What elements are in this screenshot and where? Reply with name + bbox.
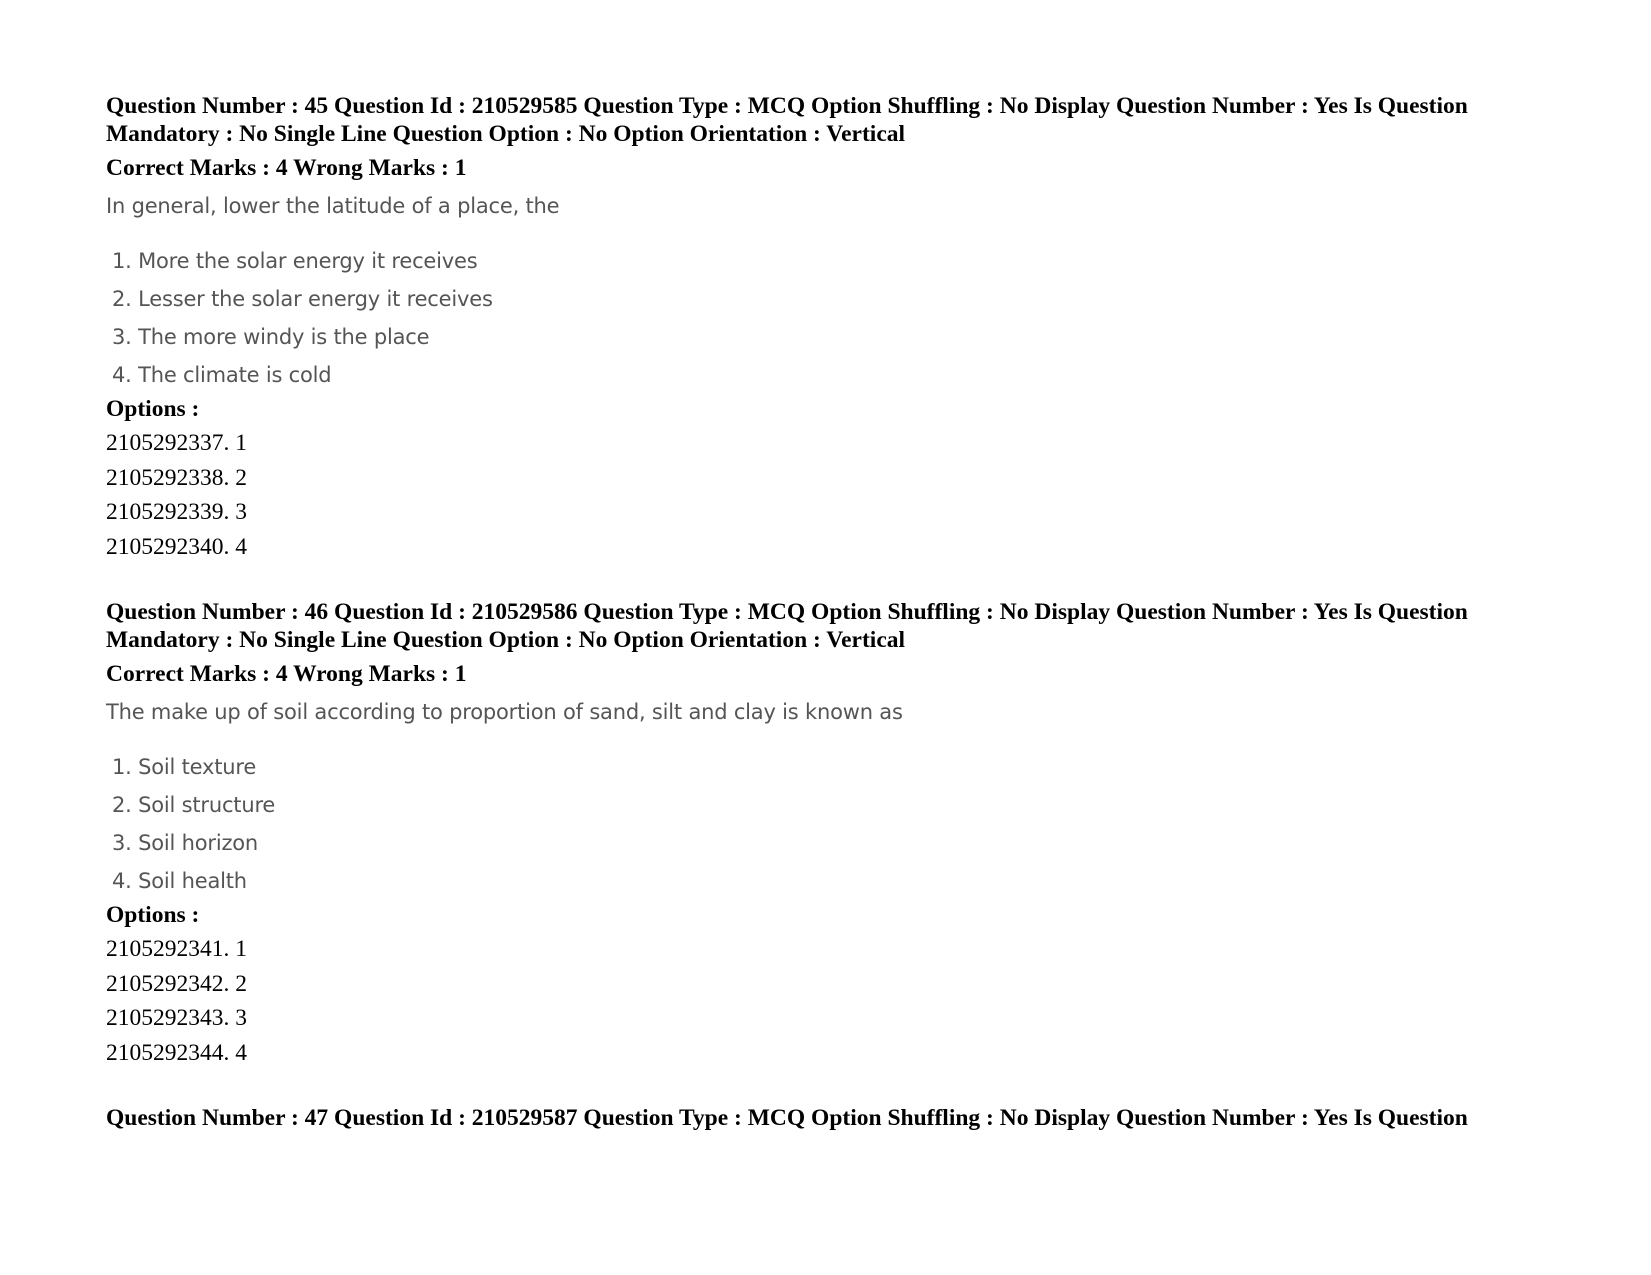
question-marks: Correct Marks : 4 Wrong Marks : 1 [106, 155, 467, 181]
option-id: 2105292339. 3 [106, 499, 247, 525]
choice-item: 2. Lesser the solar energy it receives [112, 287, 493, 311]
option-id: 2105292344. 4 [106, 1039, 247, 1066]
question-meta: Question Number : 47 Question Id : 210529587 Question Type : MCQ Option Shuffling : No Display Question Number : Yes Is Question [106, 1105, 1468, 1131]
choice-item: 2. Soil structure [112, 793, 276, 817]
choice-list [106, 748, 1566, 900]
choice-item: 3. Soil horizon [112, 831, 259, 855]
option-id: 2105292343. 3 [106, 1005, 247, 1031]
choice-list [106, 242, 1566, 394]
question-45 [106, 92, 1566, 564]
choice-item: 1. More the solar energy it receives [112, 249, 478, 273]
choice-item: 4. The climate is cold [112, 363, 332, 387]
option-id: 2105292337. 1 [106, 430, 247, 456]
option-id: 2105292342. 2 [106, 970, 247, 997]
question-text: In general, lower the latitude of a place, the [106, 194, 560, 218]
option-id: 2105292340. 4 [106, 533, 247, 560]
choice-item: 1. Soil texture [112, 755, 257, 779]
document-page [106, 92, 1566, 1132]
option-id: 2105292338. 2 [106, 464, 247, 491]
choice-item: 3. The more windy is the place [112, 325, 430, 349]
question-47 [106, 1104, 1566, 1132]
question-meta: Question Number : 46 Question Id : 210529586 Question Type : MCQ Option Shuffling : No Display Question Number : Yes Is Question Mandatory : No Single Line Question Option : No Option Orientation : Vertical [106, 599, 1468, 653]
option-id: 2105292341. 1 [106, 936, 247, 962]
question-meta: Question Number : 45 Question Id : 210529585 Question Type : MCQ Option Shuffling : No Display Question Number : Yes Is Question Mandatory : No Single Line Question Option : No Option Orientation : Vertical [106, 93, 1468, 147]
choice-item: 4. Soil health [112, 869, 247, 893]
options-heading: Options : [106, 902, 200, 928]
options-heading: Options : [106, 396, 200, 422]
question-text: The make up of soil according to proportion of sand, silt and clay is known as [106, 700, 903, 724]
question-46 [106, 598, 1566, 1070]
question-marks: Correct Marks : 4 Wrong Marks : 1 [106, 661, 467, 687]
